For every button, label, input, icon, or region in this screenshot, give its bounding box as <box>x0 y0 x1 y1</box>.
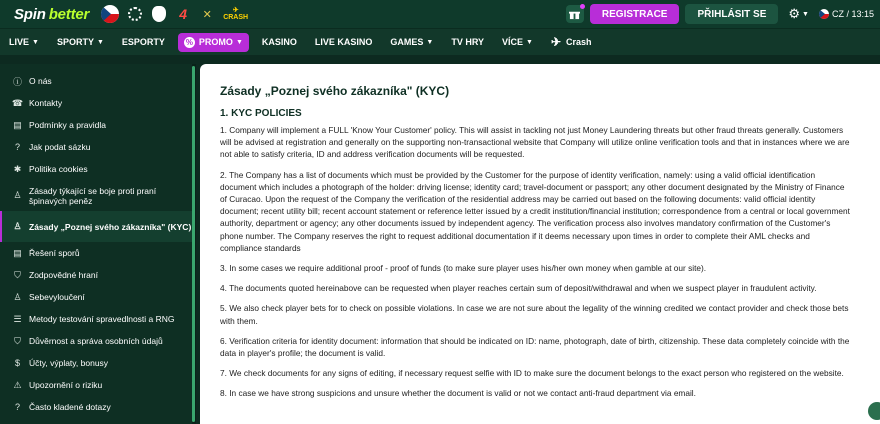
premier-league-icon <box>151 6 167 22</box>
czech-flag-icon <box>101 5 119 23</box>
nav-games[interactable]: GAMES ▼ <box>390 37 434 47</box>
gift-icon[interactable] <box>566 5 584 23</box>
language-time-text: CZ / 13:15 <box>831 9 874 19</box>
logo-spin: Spin <box>14 5 46 23</box>
question-icon: ? <box>14 402 20 412</box>
nav-more[interactable]: VÍCE ▼ <box>502 37 533 47</box>
chat-support-icon[interactable] <box>868 402 880 420</box>
sidebar-item-disputes[interactable]: ▤ Řešení sporů <box>13 247 80 258</box>
top-header <box>0 0 880 28</box>
sidebar-item-about[interactable]: ⓘ O nás <box>12 76 52 87</box>
sidebar-item-accounts[interactable]: $ Účty, výplaty, bonusy <box>0 352 192 374</box>
sidebar-item-responsible[interactable]: ⛉ Zodpovědné hraní <box>0 264 192 286</box>
dollar-icon: $ <box>14 358 20 368</box>
user-icon: ♙ <box>13 291 22 302</box>
logo[interactable] <box>14 6 89 23</box>
champions-league-icon <box>127 6 143 22</box>
nav-tv-games[interactable]: TV HRY <box>451 37 485 47</box>
policy-paragraph: 3. In some cases we require additional proof - proof of funds (to make sure player uses his/her own money when gamble at our site). <box>220 263 707 274</box>
sidebar-item-self-exclusion[interactable]: ♙ Sebevyloučení <box>13 291 85 302</box>
info-icon: ⓘ <box>12 76 22 87</box>
policy-paragraph: 6. Verification criteria for identity document: information that should be indicated on ID: name, photograph, date of birth, citizenship. These data completely coincide with the data in player's profile; the document is valid. <box>220 335 850 359</box>
crash-logo: ✈ CRASH <box>223 7 249 21</box>
alert-icon: ⚠ <box>13 379 22 390</box>
main-navigation <box>0 28 880 55</box>
page-title: Zásady „Poznej svého zákazníka" (KYC) <box>220 84 450 98</box>
login-button[interactable]: PŘIHLÁSIT SE <box>685 4 778 24</box>
cookie-icon: ✱ <box>13 163 22 174</box>
policy-paragraph: 8. In case we have strong suspicions and unsure whether the document is valid or not we contact anti-fraud department via email. <box>220 388 696 399</box>
chevron-down-icon: ▼ <box>426 38 434 46</box>
settings-chevron-icon[interactable]: ▼ <box>802 10 809 18</box>
sponsor-logos <box>101 5 248 23</box>
chevron-down-icon: ▼ <box>526 38 533 46</box>
sidebar-item-how-to-bet[interactable]: ? Jak podat sázku <box>0 136 192 158</box>
sidebar-item-aml[interactable]: ♙ Zásady týkající se boje proti praní špinavých peněz <box>13 185 157 206</box>
document-icon: ▤ <box>13 119 22 130</box>
logo-better: better <box>48 5 90 23</box>
sidebar-item-terms[interactable]: ▤ Podmínky a pravidla <box>13 119 107 130</box>
policy-paragraph: 5. We also check player bets for to check on possible violations. In case we are not sure about the legality of the winning credited we contact provider and check those bets with them. <box>220 303 849 326</box>
airplane-icon: ✈ <box>550 35 562 49</box>
sidebar-item-risk[interactable]: ⚠ Upozornění o riziku <box>13 379 103 390</box>
section-title: 1. KYC POLICIES <box>220 108 302 119</box>
chevron-down-icon: ▼ <box>235 38 243 46</box>
nav-casino[interactable]: KASINO <box>261 37 297 47</box>
partner-cross-icon: ✕ <box>202 8 212 21</box>
list-icon: ☰ <box>13 313 22 324</box>
user-check-icon: ♙ <box>13 221 22 231</box>
policy-paragraph: 1. Company will implement a FULL 'Know Your Customer' policy. This will assist in tackling not just Money Laundering threats but other fraud threats generally. Customers will be advised at registration and generally on the supporting non-transactional website that Company will utilize online verification tools and that in instances where we are not able to satisfy criteria, ID and address verification documents will be requested. <box>220 125 850 160</box>
kyc-content-panel <box>200 64 880 424</box>
document-icon: ▤ <box>13 247 22 258</box>
phone-icon: ☎ <box>11 97 24 108</box>
settings-gear-icon[interactable]: ⚙ <box>788 6 801 21</box>
sidebar-scrollbar[interactable] <box>192 66 195 422</box>
register-button[interactable]: REGISTRACE <box>590 4 680 24</box>
sidebar-item-contacts[interactable]: ☎ Kontakty <box>11 97 63 108</box>
nav-live-casino[interactable]: LIVE KASINO <box>314 37 373 47</box>
czech-flag-small-icon <box>819 9 829 19</box>
sidebar-item-privacy[interactable]: ⛉ Důvěrnost a správa osobních údajů <box>0 330 192 352</box>
sidebar-item-rng[interactable]: ☰ Metody testování spravedlnosti a RNG <box>13 313 175 324</box>
sidebar-item-cookies[interactable]: ✱ Politika cookies <box>13 163 88 174</box>
chevron-down-icon: ▼ <box>32 38 39 46</box>
nav-crash[interactable]: ✈ Crash <box>550 35 592 49</box>
sidebar-item-kyc[interactable]: ♙ Zásady „Poznej svého zákazníka" (KYC) <box>0 211 192 242</box>
chevron-down-icon: ▼ <box>96 38 104 46</box>
shield-icon: ⛉ <box>14 335 21 346</box>
question-icon: ? <box>14 142 20 152</box>
nav-live[interactable]: LIVE ▼ <box>9 37 39 47</box>
language-time-selector[interactable] <box>819 9 874 19</box>
policy-paragraph: 4. The documents quoted hereinabove can be requested when player reaches certain sum of deposit/withdrawal and when we suspect player in fraudulent activity. <box>220 283 817 294</box>
policy-paragraph: 7. We check documents for any signs of editing, if necessary request selfie with ID to make sure the document belongs to the exact person who registered on the website. <box>220 368 844 379</box>
policy-paragraph: 2. The Company has a list of documents which must be provided by the Customer for the purpose of identity verification, namely: using a valid official identification document which includes a photograph of the holder: driving license; identity card; travel-document or passport; any other document designated by the Ministry of Finance of Curacao. Upon the request of the Company the verification of the residential address may be carried out based on the following documents: valid official identity document; recent utility bill; recent account statement or reference letter issued by a credit institution/financial institution; correspondence from a central or local government authority, department or agency; any other documents issued by independent agency. The verification process also involves mandatory confirmation of the Customer's phone number. The Company reserves the right to request additional documentation if it deems necessary upon times in order to complete their AML checks and compliance standards <box>220 169 850 253</box>
laliga-icon: 4 <box>179 6 188 22</box>
shield-icon: ⛉ <box>14 269 21 280</box>
info-sidebar <box>0 64 192 424</box>
nav-sports[interactable]: SPORTY ▼ <box>56 37 104 47</box>
nav-esports[interactable]: ESPORTY <box>121 37 165 47</box>
nav-promo[interactable]: % PROMO ▼ <box>178 33 249 52</box>
sidebar-item-faq[interactable]: ? Často kladené dotazy <box>0 396 192 418</box>
percent-icon: % <box>185 37 193 47</box>
user-shield-icon: ♙ <box>13 190 22 200</box>
